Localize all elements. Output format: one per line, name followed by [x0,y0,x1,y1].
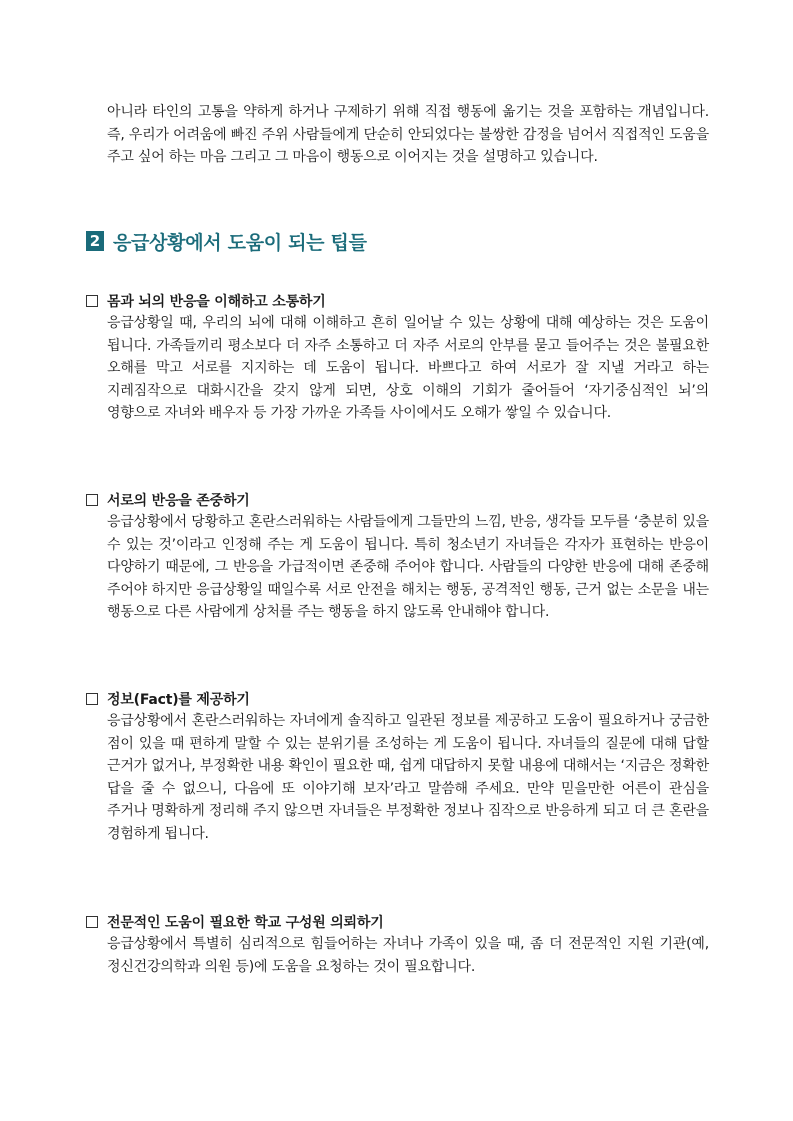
checkbox-icon [86,295,98,307]
subsection-provide-facts [86,688,709,846]
subsection-respect-reactions [86,489,709,624]
checkbox-icon [86,693,98,705]
subsection-title-text: 정보(Fact)를 제공하기 [107,692,250,708]
subsection-title-text: 전문적인 도움이 필요한 학교 구성원 의뢰하기 [107,915,384,931]
subsection-professional-referral [86,911,709,978]
intro-paragraph: 아니라 타인의 고통을 약하게 하거나 구제하기 위해 직접 행동에 옮기는 것을 포함하는 개념입니다. 즉, 우리가 어려움에 빠진 주위 사람들에게 단순히 안되었다는 불쌍한 감정을 넘어서 직접적인 도움을 주고 싶어 하는 마음 그리고 그 마음이 행동으로 이어지는 것을 설명하고 있습니다. [107,104,709,166]
subsection-body: 응급상황에서 당황하고 혼란스러워하는 사람들에게 그들만의 느낌, 반응, 생각들 모두를 ‘충분히 있을 수 있는 것’이라고 인정해 주는 게 도움이 됩니다. 특히 청소년기 자녀들은 각자가 표현하는 반응이 다양하기 때문에, 그 반응을 가급적이면 존중해 주어야 합니다. 사람들의 다양한 반응에 대해 존중해 주어야 하지만 응급상황일 때일수록 서로 안전을 해치는 행동, 공격적인 행동, 근거 없는 소문을 내는 행동으로 다른 사람에게 상처를 주는 행동을 하지 않도록 안내해야 합니다. [107,514,709,621]
section-number-badge: 2 [86,231,104,251]
subsection-title [86,290,709,312]
subsection-title [86,688,709,710]
subsection-title-text: 서로의 반응을 존중하기 [107,493,250,509]
subsection-body: 응급상황일 때, 우리의 뇌에 대해 이해하고 흔히 일어날 수 있는 상황에 대해 예상하는 것은 도움이 됩니다. 가족들끼리 평소보다 더 자주 소통하고 더 자주 서로의 안부를 묻고 들어주는 것은 불필요한 오해를 막고 서로를 지지하는 데 도움이 됩니다. 바쁘다고 하여 서로가 잘 지낼 거라고 하는 지레짐작으로 대화시간을 갖지 않게 되면, 상호 이해의 기회가 줄어들어 ‘자기중심적인 뇌’의 영향으로 자녀와 배우자 등 가장 가까운 가족들 사이에서도 오해가 쌓일 수 있습니다. [107,315,709,422]
checkbox-icon [86,494,98,506]
checkbox-icon [86,916,98,928]
subsection-title [86,489,709,511]
section-title: 응급상황에서 도움이 되는 팁들 [113,231,367,254]
subsection-body: 응급상황에서 특별히 심리적으로 힘들어하는 자녀나 가족이 있을 때, 좀 더 전문적인 지원 기관(예, 정신건강의학과 의원 등)에 도움을 요청하는 것이 필요합니다. [107,936,709,975]
subsection-title [86,911,709,933]
subsection-body: 응급상황에서 혼란스러워하는 자녀에게 솔직하고 일관된 정보를 제공하고 도움이 필요하거나 궁금한 점이 있을 때 편하게 말할 수 있는 분위기를 조성하는 게 도움이 됩니다. 자녀들의 질문에 대해 답할 근거가 없거나, 부정확한 내용 확인이 필요한 때, 쉽게 대답하지 못할 내용에 대해서는 ‘지금은 정확한 답을 줄 수 없으니, 다음에 또 이야기해 보자’라고 말씀해 주세요. 만약 믿을만한 어른이 관심을 주거나 명확하게 정리해 주지 않으면 자녀들은 부정확한 정보나 짐작으로 반응하게 되고 더 큰 혼란을 경험하게 됩니다. [107,713,709,842]
subsection-body-brain-communication [86,290,709,425]
section-heading [86,229,367,253]
subsection-title-text: 몸과 뇌의 반응을 이해하고 소통하기 [107,294,326,310]
